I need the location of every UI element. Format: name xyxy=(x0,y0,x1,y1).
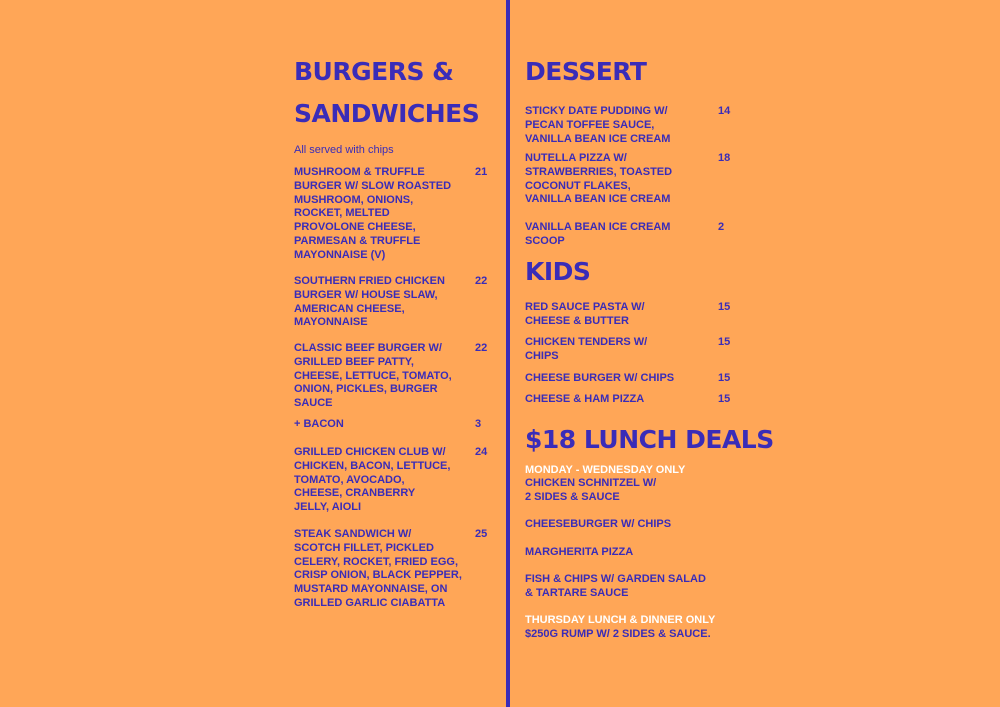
item-price: 15 xyxy=(718,372,731,384)
item-price: 2 xyxy=(718,221,725,233)
burgers-heading-line2: SANDWICHES xyxy=(294,99,480,128)
menu-item-chicken-tenders xyxy=(525,336,731,364)
menu-item-sticky-date-pudding xyxy=(525,105,731,146)
lunch-note-mon-wed: MONDAY - WEDNESDAY ONLY xyxy=(525,464,686,476)
item-name: CHEESE & HAM PIZZA xyxy=(525,393,645,405)
menu-item-cheese-ham-pizza xyxy=(525,393,731,407)
item-name: CHICKEN TENDERS W/ CHIPS xyxy=(525,336,648,362)
lunch-deals-heading: $18 LUNCH DEALS xyxy=(525,425,774,454)
item-name: SOUTHERN FRIED CHICKEN BURGER W/ HOUSE SLAW, AMERICAN CHEESE, MAYONNAISE xyxy=(294,275,445,329)
lunch-deal-fish-chips: FISH & CHIPS W/ GARDEN SALAD & TARTARE SAUCE xyxy=(525,573,706,599)
item-price: 15 xyxy=(718,393,731,405)
item-name: + BACON xyxy=(294,418,344,430)
item-name: CLASSIC BEEF BURGER W/ GRILLED BEEF PATTY, CHEESE, LETTUCE, TOMATO, ONION, PICKLES, BURGER SAUCE xyxy=(294,342,452,410)
lunch-deal-margherita-pizza: MARGHERITA PIZZA xyxy=(525,546,634,558)
item-price: 3 xyxy=(475,418,482,430)
item-price: 22 xyxy=(475,275,488,287)
burgers-subtitle: All served with chips xyxy=(294,144,394,156)
kids-heading: KIDS xyxy=(525,257,591,286)
menu-item-nutella-pizza xyxy=(525,152,731,207)
menu-item-red-sauce-pasta xyxy=(525,301,731,329)
lunch-deal-chicken-schnitzel: CHICKEN SCHNITZEL W/ 2 SIDES & SAUCE xyxy=(525,477,657,503)
menu-item-vanilla-ice-cream-scoop xyxy=(525,221,725,249)
item-name: RED SAUCE PASTA W/ CHEESE & BUTTER xyxy=(525,301,645,327)
item-name: MUSHROOM & TRUFFLE BURGER W/ SLOW ROASTED MUSHROOM, ONIONS, ROCKET, MELTED PROVOLONE CHEESE, PARMESAN & TRUFFLE MAYONNAISE (V) xyxy=(294,166,452,261)
menu-item-cheese-burger xyxy=(525,372,731,386)
lunch-deal-cheeseburger: CHEESEBURGER W/ CHIPS xyxy=(525,518,672,530)
item-price: 15 xyxy=(718,336,731,348)
item-name: VANILLA BEAN ICE CREAM SCOOP xyxy=(525,221,671,247)
menu-item-grilled-chicken-club xyxy=(294,446,488,515)
menu-item-classic-beef-burger xyxy=(294,342,488,411)
menu-item-steak-sandwich xyxy=(294,528,488,611)
item-name: CHEESE BURGER W/ CHIPS xyxy=(525,372,675,384)
item-name: STICKY DATE PUDDING W/ PECAN TOFFEE SAUCE, VANILLA BEAN ICE CREAM xyxy=(525,105,671,145)
item-price: 14 xyxy=(718,105,731,117)
item-name: NUTELLA PIZZA W/ STRAWBERRIES, TOASTED COCONUT FLAKES, VANILLA BEAN ICE CREAM xyxy=(525,152,673,206)
dessert-heading: DESSERT xyxy=(525,57,647,86)
menu-item-southern-fried-chicken-burger xyxy=(294,275,488,330)
menu-item-mushroom-truffle-burger xyxy=(294,166,488,263)
lunch-note-thursday: THURSDAY LUNCH & DINNER ONLY xyxy=(525,614,716,626)
item-price: 25 xyxy=(475,528,488,540)
column-divider xyxy=(506,0,510,707)
item-price: 18 xyxy=(718,152,731,164)
burgers-heading-line1: BURGERS & xyxy=(294,57,454,86)
lunch-deal-rump: $250G RUMP W/ 2 SIDES & SAUCE. xyxy=(525,628,711,640)
item-name: STEAK SANDWICH W/ SCOTCH FILLET, PICKLED CELERY, ROCKET, FRIED EGG, CRISP ONION, BLACK PEPPER, MUSTARD MAYONNAISE, ON GRILLED GARLIC CIABATTA xyxy=(294,528,462,609)
menu-item-bacon-addon xyxy=(294,418,482,432)
item-price: 15 xyxy=(718,301,731,313)
item-price: 22 xyxy=(475,342,488,354)
item-price: 21 xyxy=(475,166,488,178)
item-name: GRILLED CHICKEN CLUB W/ CHICKEN, BACON, LETTUCE, TOMATO, AVOCADO, CHEESE, CRANBERRY JELLY, AIOLI xyxy=(294,446,451,514)
item-price: 24 xyxy=(475,446,488,458)
